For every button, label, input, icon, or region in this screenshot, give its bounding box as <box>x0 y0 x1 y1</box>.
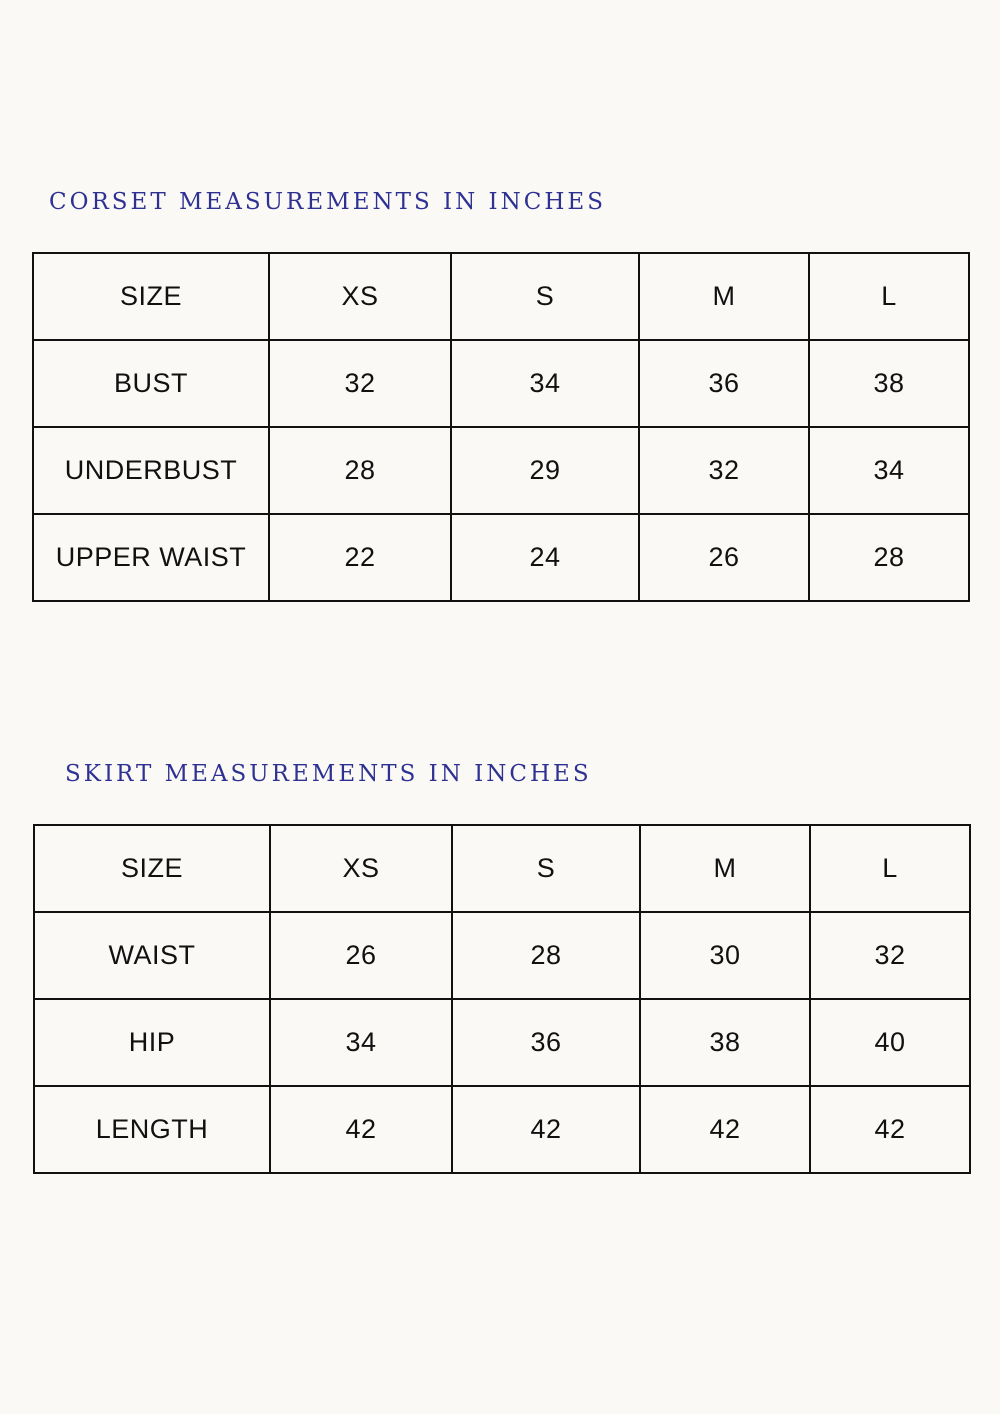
header-cell-l: L <box>809 253 969 340</box>
table-header-row <box>33 253 969 340</box>
value-cell: 42 <box>640 1086 810 1173</box>
value-cell: 36 <box>452 999 640 1086</box>
table-row <box>33 427 969 514</box>
value-cell: 28 <box>452 912 640 999</box>
header-cell-m: M <box>639 253 809 340</box>
value-cell: 30 <box>640 912 810 999</box>
header-cell-size: SIZE <box>33 253 269 340</box>
row-label-cell: UNDERBUST <box>33 427 269 514</box>
table-row <box>34 999 970 1086</box>
row-label-cell: HIP <box>34 999 270 1086</box>
table-row <box>34 912 970 999</box>
value-cell: 32 <box>639 427 809 514</box>
header-cell-s: S <box>452 825 640 912</box>
table-row <box>33 340 969 427</box>
value-cell: 34 <box>451 340 639 427</box>
skirt-section-title: SKIRT MEASUREMENTS IN INCHES <box>65 761 592 787</box>
value-cell: 34 <box>809 427 969 514</box>
value-cell: 34 <box>270 999 452 1086</box>
corset-size-table <box>32 252 970 602</box>
value-cell: 28 <box>809 514 969 601</box>
table-row <box>34 1086 970 1173</box>
value-cell: 42 <box>270 1086 452 1173</box>
skirt-size-table <box>33 824 971 1174</box>
value-cell: 32 <box>810 912 970 999</box>
value-cell: 36 <box>639 340 809 427</box>
corset-section-title: CORSET MEASUREMENTS IN INCHES <box>49 189 606 215</box>
value-cell: 22 <box>269 514 451 601</box>
header-cell-s: S <box>451 253 639 340</box>
value-cell: 42 <box>452 1086 640 1173</box>
value-cell: 32 <box>269 340 451 427</box>
header-cell-xs: XS <box>270 825 452 912</box>
value-cell: 38 <box>809 340 969 427</box>
header-cell-m: M <box>640 825 810 912</box>
row-label-cell: BUST <box>33 340 269 427</box>
header-cell-xs: XS <box>269 253 451 340</box>
value-cell: 42 <box>810 1086 970 1173</box>
row-label-cell: LENGTH <box>34 1086 270 1173</box>
row-label-cell: UPPER WAIST <box>33 514 269 601</box>
table-row <box>33 514 969 601</box>
table-header-row <box>34 825 970 912</box>
value-cell: 29 <box>451 427 639 514</box>
value-cell: 26 <box>639 514 809 601</box>
row-label-cell: WAIST <box>34 912 270 999</box>
value-cell: 26 <box>270 912 452 999</box>
value-cell: 24 <box>451 514 639 601</box>
value-cell: 40 <box>810 999 970 1086</box>
value-cell: 38 <box>640 999 810 1086</box>
header-cell-size: SIZE <box>34 825 270 912</box>
header-cell-l: L <box>810 825 970 912</box>
value-cell: 28 <box>269 427 451 514</box>
